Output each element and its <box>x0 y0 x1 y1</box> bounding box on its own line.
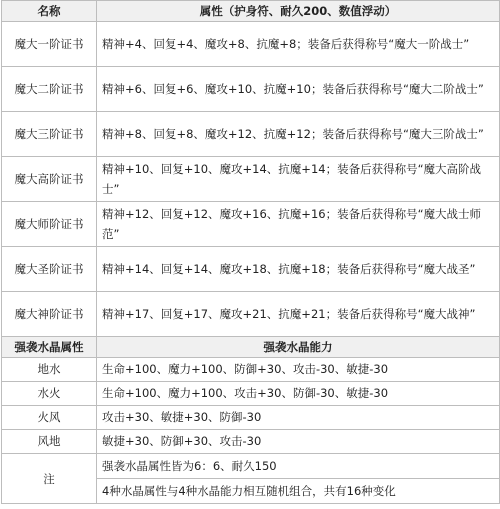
table-row <box>2 112 500 157</box>
table-row <box>2 382 500 406</box>
note-line: 4种水晶属性与4种水晶能力相互随机组合，共有16种变化 <box>97 479 500 504</box>
note-row <box>2 454 500 479</box>
table-row <box>2 406 500 430</box>
certificate-attributes: 精神+17、回复+17、魔攻+21、抗魔+21；装备后获得称号“魔大战神” <box>97 292 500 337</box>
table-row <box>2 22 500 67</box>
crystal-header-row <box>2 337 500 358</box>
certificate-attributes: 精神+12、回复+12、魔攻+16、抗魔+16；装备后获得称号“魔大战士师范” <box>97 202 500 247</box>
note-line: 强袭水晶属性皆为6：6、耐久150 <box>97 454 500 479</box>
certificate-attributes: 精神+6、回复+6、魔攻+10、抗魔+10；装备后获得称号“魔大二阶战士” <box>97 67 500 112</box>
crystal-ability: 敏捷+30、防御+30、攻击-30 <box>97 430 500 454</box>
crystal-ability: 攻击+30、敏捷+30、防御-30 <box>97 406 500 430</box>
certificate-attributes: 精神+4、回复+4、魔攻+8、抗魔+8；装备后获得称号“魔大一阶战士” <box>97 22 500 67</box>
header-name: 名称 <box>2 1 97 22</box>
table-row <box>2 202 500 247</box>
certificate-name: 魔大三阶证书 <box>2 112 97 157</box>
note-label: 注 <box>2 454 97 504</box>
certificate-name: 魔大神阶证书 <box>2 292 97 337</box>
table-row <box>2 358 500 382</box>
crystal-attribute: 水火 <box>2 382 97 406</box>
certificate-attributes: 精神+8、回复+8、魔攻+12、抗魔+12；装备后获得称号“魔大三阶战士” <box>97 112 500 157</box>
item-table <box>1 0 500 504</box>
crystal-attribute: 火风 <box>2 406 97 430</box>
crystal-ability: 生命+100、魔力+100、防御+30、攻击-30、敏捷-30 <box>97 358 500 382</box>
table-row <box>2 247 500 292</box>
table-row <box>2 67 500 112</box>
certificate-attributes: 精神+14、回复+14、魔攻+18、抗魔+18；装备后获得称号“魔大战圣” <box>97 247 500 292</box>
crystal-attribute: 地水 <box>2 358 97 382</box>
certificate-name: 魔大一阶证书 <box>2 22 97 67</box>
crystal-ability: 生命+100、魔力+100、攻击+30、防御-30、敏捷-30 <box>97 382 500 406</box>
certificate-name: 魔大二阶证书 <box>2 67 97 112</box>
certificate-name: 魔大师阶证书 <box>2 202 97 247</box>
crystal-attribute: 风地 <box>2 430 97 454</box>
header-crystal-attribute: 强袭水晶属性 <box>2 337 97 358</box>
table-row <box>2 157 500 202</box>
certificate-attributes: 精神+10、回复+10、魔攻+14、抗魔+14；装备后获得称号“魔大高阶战士” <box>97 157 500 202</box>
header-attributes: 属性（护身符、耐久200、数值浮动） <box>97 1 500 22</box>
table-row <box>2 292 500 337</box>
table-row <box>2 430 500 454</box>
certificate-name: 魔大高阶证书 <box>2 157 97 202</box>
table-header-row <box>2 1 500 22</box>
certificate-name: 魔大圣阶证书 <box>2 247 97 292</box>
header-crystal-ability: 强袭水晶能力 <box>97 337 500 358</box>
